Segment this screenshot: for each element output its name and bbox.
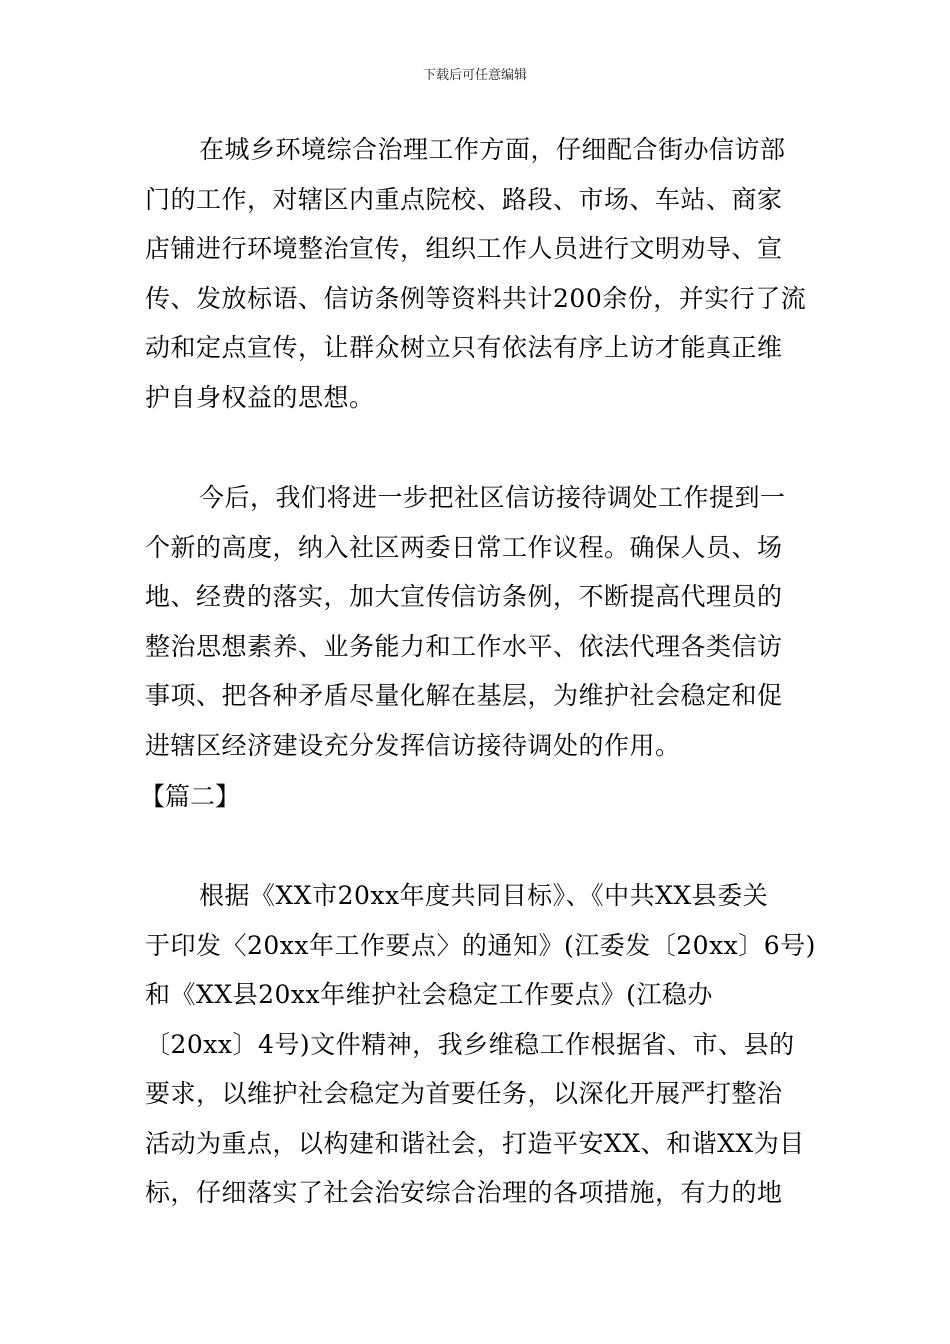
paragraph-line: 整治思想素养、业务能力和工作水平、依法代理各类信访 [145,631,783,661]
paragraph-line: 动和定点宣传，让群众树立只有依法有序上访才能真正维 [145,333,783,362]
paragraph-2 [145,473,805,770]
paragraph-line: 活动为重点，以构建和谐社会，打造平安XX、和谐XX为目 [145,1128,805,1158]
paragraph-line: 于印发〈20xx年工作要点〉的通知》(江委发〔20xx〕6号) [145,930,816,960]
section-title: 【篇二】 [140,782,241,811]
paragraph-3 [145,871,816,1218]
paragraph-line: 门的工作，对辖区内重点院校、路段、市场、车站、商家 [145,184,783,214]
paragraph-line: 标，仔细落实了社会治安综合治理的各项措施，有力的地 [145,1178,783,1207]
paragraph-line: 要求，以维护社会稳定为首要任务，以深化开展严打整治 [145,1079,783,1108]
paragraph-line: 店铺进行环境整治宣传，组织工作人员进行文明劝导、宣 [145,234,783,263]
paragraph-line: 和《XX县20xx年维护社会稳定工作要点》(江稳办 [145,980,713,1009]
paragraph-line: 地、经费的落实，加大宣传信访条例，不断提高代理员的 [145,582,783,611]
paragraph-line: 护自身权益的思想。 [145,382,375,412]
paragraph-line: 个新的高度，纳入社区两委日常工作议程。确保人员、场 [145,532,783,562]
paragraph-line: 在城乡环境综合治理工作方面，仔细配合街办信访部 [199,135,786,164]
paragraph-line: 进辖区经济建设充分发挥信访接待调处的作用。 [145,730,681,760]
paragraph-line: 传、发放标语、信访条例等资料共计200余份，并实行了流 [145,283,807,313]
page-header: 下载后可任意编辑 [422,68,527,83]
paragraph-line: 事项、把各种矛盾尽量化解在基层，为维护社会稳定和促 [145,681,783,710]
paragraph-line: 根据《XX市20xx年度共同目标》、《中共XX县委关 [199,881,769,910]
paragraph-line: 〔20xx〕4号)文件精神，我乡维稳工作根据省、市、县的 [145,1029,795,1059]
paragraph-1 [145,125,805,422]
paragraph-line: 今后，我们将进一步把社区信访接待调处工作提到一 [199,483,786,512]
